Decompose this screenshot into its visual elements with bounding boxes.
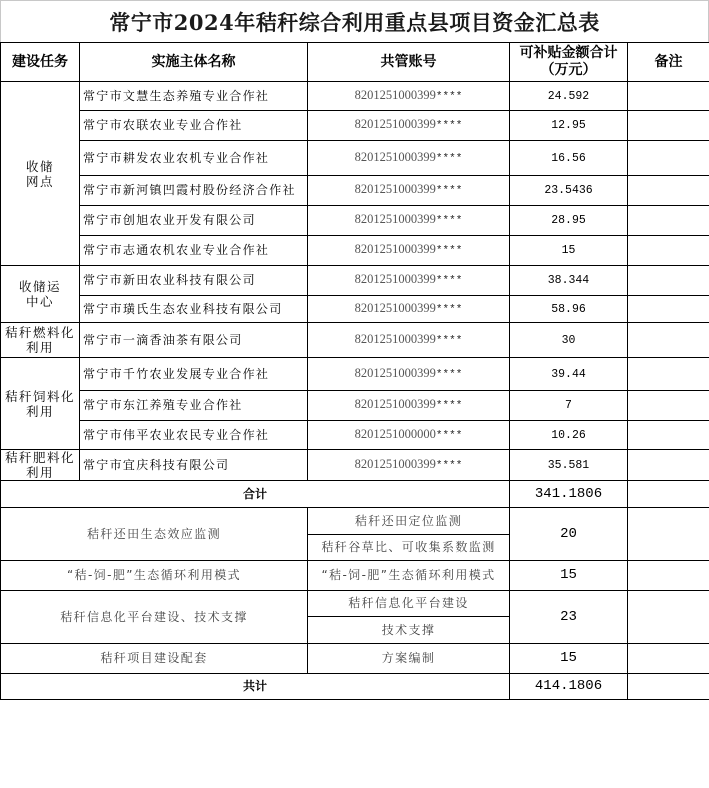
task-cell	[1, 450, 80, 481]
account-number: 8201251000399	[354, 182, 436, 196]
task-cell	[1, 358, 80, 450]
account-cell	[308, 141, 510, 176]
account-number: 8201251000399	[354, 331, 436, 346]
header-row	[1, 43, 709, 82]
remark-cell	[628, 450, 709, 481]
task-line2: 网点	[25, 173, 54, 189]
entity-cell: 常宁市新河镇凹霞村股份经济合作社	[80, 176, 308, 206]
total-row	[1, 674, 709, 700]
account-cell	[308, 323, 510, 358]
account-mask: ****	[435, 90, 463, 103]
account-mask: ****	[435, 368, 463, 381]
account-mask: ****	[435, 275, 463, 287]
remark-cell	[628, 358, 709, 391]
subtotal-amount: 341.1806	[510, 481, 628, 508]
entity-cell: 常宁市创旭农业开发有限公司	[80, 206, 308, 236]
account-cell	[308, 450, 510, 481]
task-line1: 收储	[25, 158, 54, 174]
header-account: 共管账号	[308, 43, 510, 82]
entity-cell: 常宁市一滴香油茶有限公司	[80, 323, 308, 358]
entity-cell: 常宁市宜庆科技有限公司	[80, 450, 308, 481]
entity-cell: 常宁市伟平农业农民专业合作社	[80, 421, 308, 450]
remark-cell	[628, 391, 709, 421]
entity-cell: 常宁市耕发农业农机专业合作社	[80, 141, 308, 176]
account-cell	[308, 236, 510, 266]
entity-cell: 常宁市农联农业专业合作社	[80, 111, 308, 141]
remark-cell	[628, 141, 709, 176]
table-row	[1, 323, 709, 358]
table-row	[1, 236, 709, 266]
account-number: 8201251000399	[354, 242, 436, 256]
account-mask: ****	[435, 459, 463, 472]
account-mask: ****	[435, 215, 463, 227]
project-row	[1, 644, 709, 674]
entity-cell: 常宁市文慧生态养殖专业合作社	[80, 82, 308, 111]
table-row	[1, 176, 709, 206]
account-mask: ****	[435, 429, 463, 442]
account-mask: ****	[435, 303, 463, 316]
task-line2: 利用	[25, 403, 54, 419]
account-cell	[308, 358, 510, 391]
task-line1: 收储运	[18, 279, 61, 294]
header-amount-line2: （万元）	[540, 62, 597, 78]
table-row	[1, 206, 709, 236]
project-item: “秸-饲-肥”生态循环利用模式	[308, 561, 510, 591]
project-amount: 23	[510, 591, 628, 644]
project-amount: 15	[510, 561, 628, 591]
account-cell	[308, 111, 510, 141]
entity-cell: 常宁市千竹农业发展专业合作社	[80, 358, 308, 391]
table-row	[1, 111, 709, 141]
table-row	[1, 82, 709, 111]
account-cell	[308, 176, 510, 206]
project-remark	[628, 561, 709, 591]
total-remark	[628, 674, 709, 700]
table-row	[1, 141, 709, 176]
project-name: 秸秆还田生态效应监测	[1, 508, 308, 561]
subtotal-remark	[628, 481, 709, 508]
entity-cell: 常宁市璜氏生态农业科技有限公司	[80, 296, 308, 323]
entity-cell: 常宁市东江养殖专业合作社	[80, 391, 308, 421]
amount-cell: 12.95	[510, 111, 628, 141]
account-number: 8201251000399	[354, 272, 436, 286]
amount-cell: 30	[510, 323, 628, 358]
account-number: 8201251000399	[354, 300, 436, 315]
amount-cell: 58.96	[510, 296, 628, 323]
account-cell	[308, 421, 510, 450]
remark-cell	[628, 176, 709, 206]
project-amount: 20	[510, 508, 628, 561]
fund-summary-table	[0, 42, 709, 700]
project-item: 秸秆信息化平台建设	[308, 591, 510, 617]
account-number: 8201251000399	[354, 149, 436, 164]
account-cell	[308, 391, 510, 421]
account-number: 8201251000399	[354, 87, 436, 102]
amount-cell: 15	[510, 236, 628, 266]
account-mask: ****	[435, 245, 463, 257]
account-mask: ****	[435, 185, 463, 197]
entity-cell: 常宁市新田农业科技有限公司	[80, 266, 308, 296]
project-item: 技术支撑	[308, 617, 510, 644]
entity-cell: 常宁市志通农机农业专业合作社	[80, 236, 308, 266]
project-item: 方案编制	[308, 644, 510, 674]
header-amount-line1: 可补贴金额合计	[519, 45, 618, 61]
amount-cell: 24.592	[510, 82, 628, 111]
remark-cell	[628, 206, 709, 236]
header-remark: 备注	[628, 43, 709, 82]
account-cell	[308, 206, 510, 236]
account-mask: ****	[435, 152, 463, 165]
project-remark	[628, 591, 709, 644]
account-number: 8201251000399	[354, 456, 436, 471]
project-row	[1, 561, 709, 591]
amount-cell: 7	[510, 391, 628, 421]
amount-cell: 10.26	[510, 421, 628, 450]
project-row	[1, 591, 709, 617]
project-name: 秸秆项目建设配套	[1, 644, 308, 674]
header-entity: 实施主体名称	[80, 43, 308, 82]
table-row	[1, 266, 709, 296]
account-number: 8201251000399	[354, 397, 436, 411]
project-item: 秸秆还田定位监测	[308, 508, 510, 535]
account-number: 8201251000399	[354, 117, 436, 131]
account-cell	[308, 296, 510, 323]
task-cell	[1, 82, 80, 266]
task-line1: 秸秆燃料化	[4, 325, 75, 340]
task-line2: 利用	[25, 340, 54, 355]
account-number: 8201251000399	[354, 212, 436, 226]
account-cell	[308, 82, 510, 111]
table-row	[1, 296, 709, 323]
project-name: “秸-饲-肥”生态循环利用模式	[1, 561, 308, 591]
project-item: 秸秆谷草比、可收集系数监测	[308, 535, 510, 561]
task-line2: 利用	[25, 465, 54, 480]
total-amount: 414.1806	[510, 674, 628, 700]
header-amount	[510, 43, 628, 82]
amount-cell: 38.344	[510, 266, 628, 296]
table-title: 常宁市2024年秸秆综合利用重点县项目资金汇总表	[0, 0, 709, 42]
account-mask: ****	[435, 400, 463, 412]
task-line1: 秸秆肥料化	[4, 450, 75, 465]
remark-cell	[628, 296, 709, 323]
table-row	[1, 358, 709, 391]
task-line1: 秸秆饲料化	[4, 388, 75, 404]
amount-cell: 35.581	[510, 450, 628, 481]
header-task: 建设任务	[1, 43, 80, 82]
account-number: 8201251000000	[354, 426, 436, 441]
remark-cell	[628, 421, 709, 450]
table-row	[1, 391, 709, 421]
project-amount: 15	[510, 644, 628, 674]
amount-cell: 16.56	[510, 141, 628, 176]
subtotal-row	[1, 481, 709, 508]
subtotal-label: 合计	[1, 481, 510, 508]
project-row	[1, 508, 709, 535]
remark-cell	[628, 82, 709, 111]
remark-cell	[628, 111, 709, 141]
remark-cell	[628, 266, 709, 296]
account-mask: ****	[435, 334, 463, 347]
total-label: 共计	[1, 674, 510, 700]
amount-cell: 39.44	[510, 358, 628, 391]
project-remark	[628, 644, 709, 674]
task-cell	[1, 266, 80, 323]
task-line2: 中心	[25, 294, 54, 309]
remark-cell	[628, 323, 709, 358]
table-row	[1, 450, 709, 481]
account-cell	[308, 266, 510, 296]
amount-cell: 28.95	[510, 206, 628, 236]
remark-cell	[628, 236, 709, 266]
project-name: 秸秆信息化平台建设、技术支撑	[1, 591, 308, 644]
account-number: 8201251000399	[354, 365, 436, 380]
project-remark	[628, 508, 709, 561]
task-cell	[1, 323, 80, 358]
amount-cell: 23.5436	[510, 176, 628, 206]
account-mask: ****	[435, 120, 463, 132]
table-row	[1, 421, 709, 450]
